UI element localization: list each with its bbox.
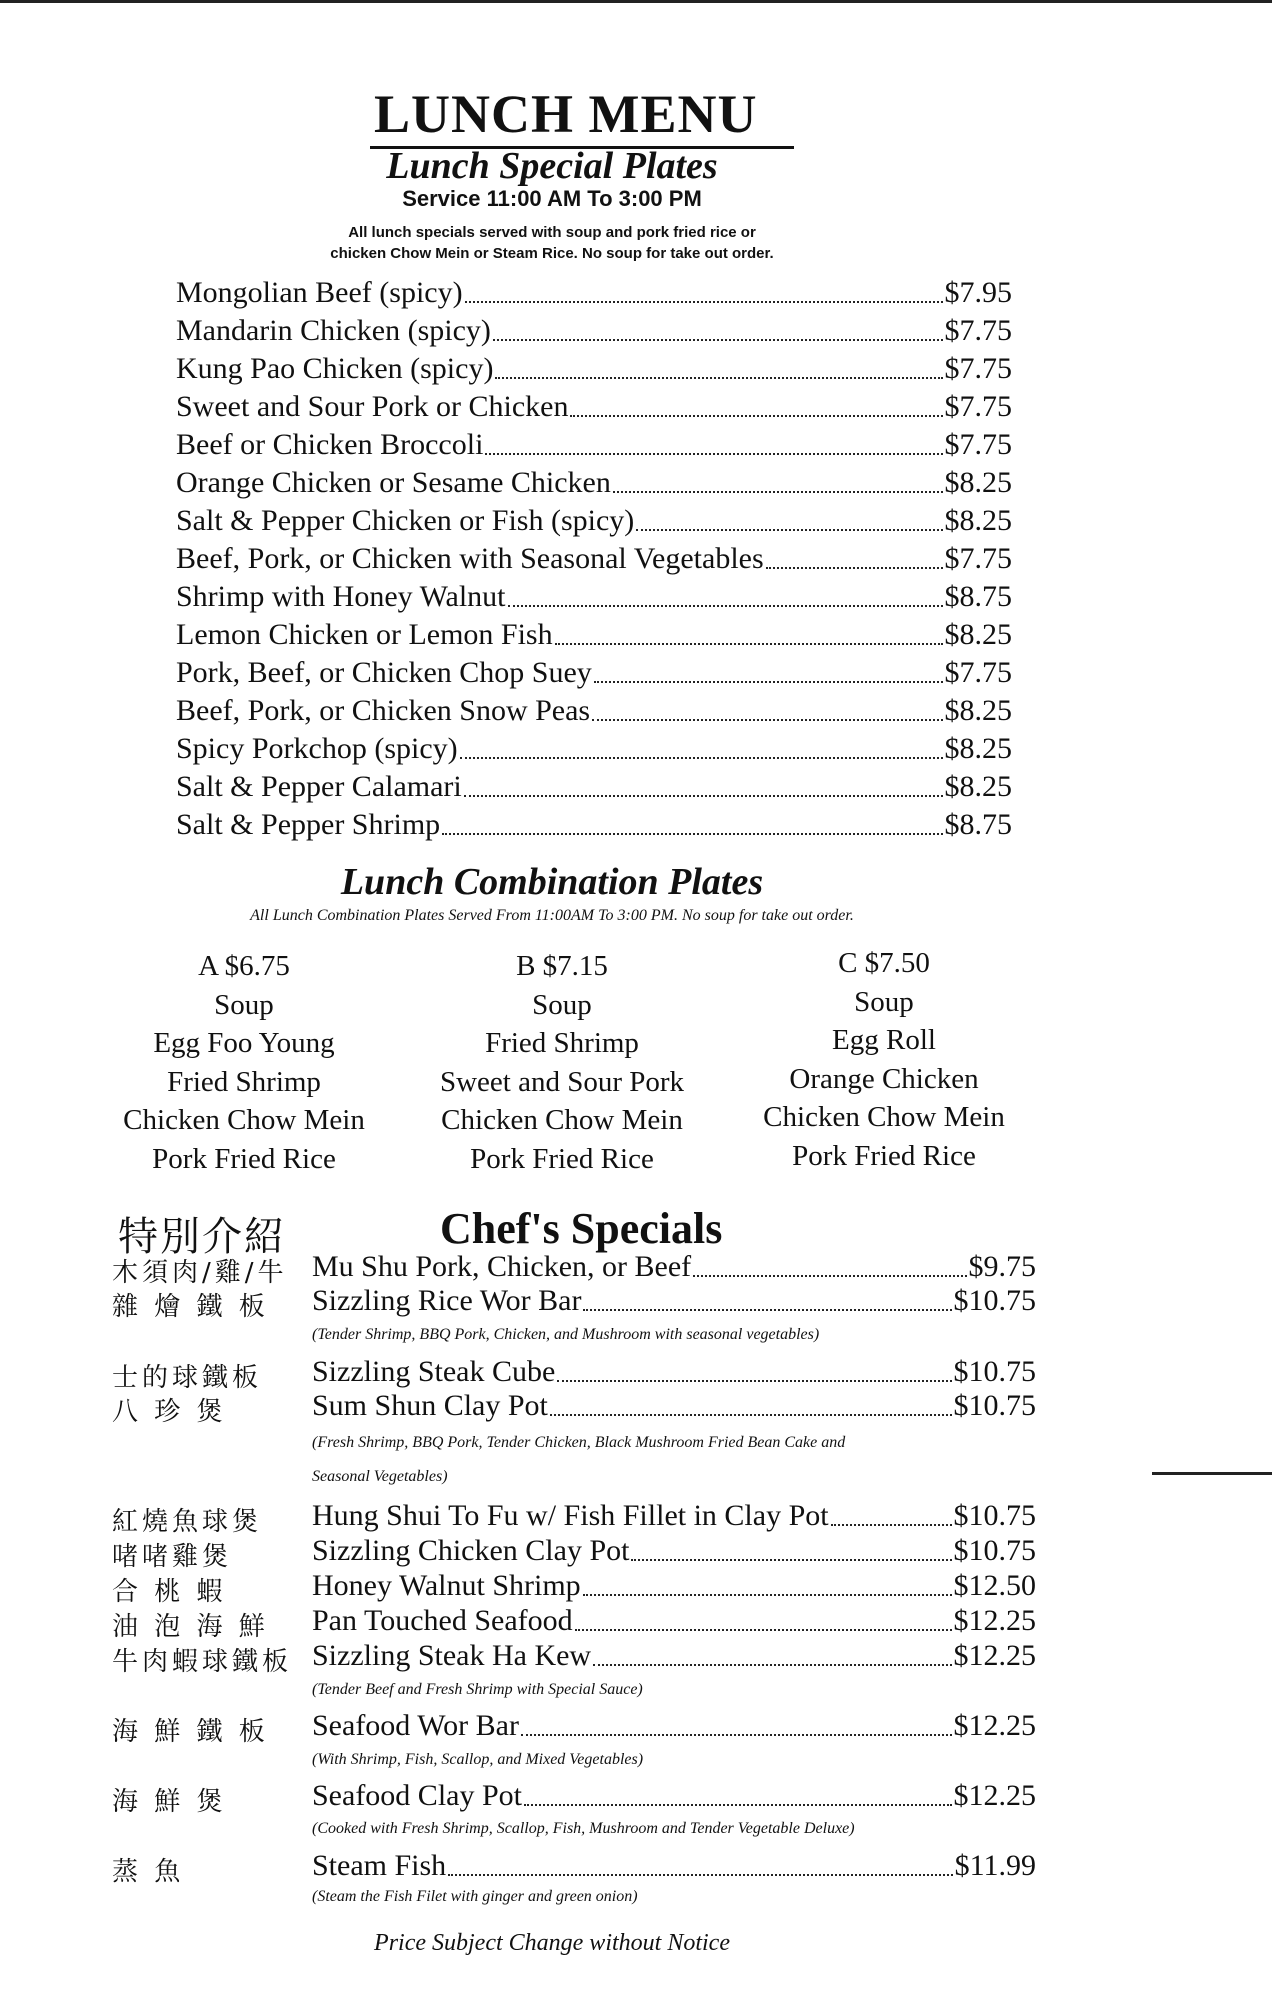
dot-leader — [575, 1629, 952, 1631]
menu-item-name: Salt & Pepper Calamari — [176, 770, 462, 803]
chef-item-price: $12.25 — [953, 1709, 1036, 1742]
specials-note-line2: chicken Chow Mein or Steam Rice. No soup for take out order. — [330, 245, 774, 262]
menu-item-price: $7.75 — [944, 352, 1012, 385]
menu-item-name: Sweet and Sour Pork or Chicken — [176, 390, 569, 423]
menu-item-name: Spicy Porkchop (spicy) — [176, 732, 458, 765]
chinese-item-name: 合 桃 蝦 — [112, 1577, 227, 1607]
menu-item-price: $8.25 — [944, 732, 1012, 765]
chef-item-price: $11.99 — [954, 1849, 1036, 1882]
chinese-item-name: 海 鮮 煲 — [112, 1787, 227, 1817]
chinese-item-name: 士的球鐵板 — [112, 1363, 263, 1393]
menu-item-name: Mandarin Chicken (spicy) — [176, 314, 491, 347]
chef-item — [312, 1354, 1036, 1390]
menu-item — [176, 541, 1012, 577]
combo-item: Egg Foo Young — [153, 1027, 335, 1059]
combination-note: All Lunch Combination Plates Served From 11:00AM To 3:00 PM. No soup for take out order. — [250, 907, 854, 924]
dot-leader — [485, 453, 942, 455]
menu-item-price: $7.75 — [944, 428, 1012, 461]
menu-item — [176, 731, 1012, 767]
chef-item — [312, 1848, 1036, 1884]
menu-item — [176, 275, 1012, 311]
chinese-item-name: 油 泡 海 鮮 — [112, 1612, 269, 1642]
combo-item: Pork Fried Rice — [470, 1142, 654, 1175]
dot-leader — [570, 415, 942, 417]
chef-item-name: Seafood Wor Bar — [312, 1709, 519, 1742]
dot-leader — [831, 1524, 952, 1526]
chef-item-name: Sizzling Steak Cube — [312, 1355, 556, 1388]
chef-item — [312, 1638, 1036, 1674]
dot-leader — [508, 605, 943, 607]
combo-item: Fried Shrimp — [167, 1065, 321, 1098]
combo-item: Sweet and Sour Pork — [439, 1065, 685, 1098]
menu-item — [176, 655, 1012, 691]
chef-item-price: $9.75 — [968, 1250, 1036, 1283]
menu-item-price: $8.25 — [944, 618, 1012, 651]
dot-leader — [448, 1874, 952, 1876]
chinese-item-name: 八 珍 煲 — [112, 1397, 227, 1427]
dot-leader — [594, 681, 943, 683]
chinese-item-name: 海 鮮 鐵 板 — [112, 1717, 269, 1747]
chef-item — [312, 1388, 1036, 1424]
menu-item-price: $7.75 — [944, 656, 1012, 689]
menu-item-name: Pork, Beef, or Chicken Chop Suey — [176, 656, 592, 689]
chef-item-price: $12.25 — [953, 1604, 1036, 1637]
dot-leader — [555, 643, 943, 645]
combo-plate-b — [412, 947, 712, 1178]
menu-item-name: Mongolian Beef (spicy) — [176, 276, 463, 309]
combo-plate-label: A $6.75 — [198, 950, 290, 982]
combo-item: Chicken Chow Mein — [441, 1104, 683, 1136]
dot-leader — [613, 491, 943, 493]
menu-item-name: Orange Chicken or Sesame Chicken — [176, 466, 611, 499]
menu-item-price: $7.75 — [944, 542, 1012, 575]
dot-leader — [693, 1275, 966, 1277]
chef-item-name: Seafood Clay Pot — [312, 1779, 522, 1812]
chef-item-name: Steam Fish — [312, 1849, 447, 1882]
dot-leader — [631, 1559, 951, 1561]
chef-item-name: Pan Touched Seafood — [312, 1604, 573, 1637]
menu-item-name: Lemon Chicken or Lemon Fish — [176, 618, 553, 651]
chinese-heading: 特別介紹 — [118, 1214, 286, 1260]
combo-item: Pork Fried Rice — [152, 1142, 336, 1175]
combo-plate-c — [734, 944, 1034, 1175]
dot-leader — [583, 1309, 951, 1311]
chinese-item-name: 雜 燴 鐵 板 — [112, 1292, 269, 1322]
menu-item-price: $7.75 — [944, 314, 1012, 347]
dot-leader — [464, 795, 943, 797]
chef-item-description: (Fresh Shrimp, BBQ Pork, Tender Chicken, Black Mushroom Fried Bean Cake and — [312, 1434, 846, 1451]
chef-item — [312, 1498, 1036, 1534]
chef-item-price: $10.75 — [953, 1499, 1036, 1532]
combo-item: Fried Shrimp — [485, 1027, 639, 1059]
chinese-item-name: 木須肉/雞/牛 — [112, 1258, 288, 1288]
menu-item-name: Salt & Pepper Chicken or Fish (spicy) — [176, 504, 635, 537]
menu-item — [176, 313, 1012, 349]
combo-plate-a — [94, 947, 394, 1178]
chef-item — [312, 1568, 1036, 1604]
chef-item — [312, 1708, 1036, 1744]
dot-leader — [495, 377, 942, 379]
dot-leader — [442, 833, 942, 835]
chinese-item-name: 牛肉蝦球鐵板 — [112, 1647, 293, 1677]
menu-item — [176, 351, 1012, 387]
chef-item-description: (With Shrimp, Fish, Scallop, and Mixed Vegetables) — [312, 1751, 644, 1768]
chef-item — [312, 1778, 1036, 1814]
chinese-item-name: 蒸 魚 — [112, 1857, 185, 1887]
chef-item — [312, 1533, 1036, 1569]
chef-item-name: Sum Shun Clay Pot — [312, 1389, 548, 1422]
combo-item: Soup — [214, 988, 274, 1021]
price-notice: Price Subject Change without Notice — [374, 1930, 730, 1956]
chef-item-price: $12.25 — [953, 1779, 1036, 1812]
dot-leader — [550, 1414, 952, 1416]
lunch-special-heading: Lunch Special Plates — [386, 145, 718, 187]
chef-item — [312, 1249, 1036, 1285]
combo-item: Pork Fried Rice — [792, 1139, 976, 1172]
dot-leader — [465, 301, 943, 303]
side-rule — [1152, 1472, 1272, 1475]
menu-item — [176, 617, 1012, 653]
dot-leader — [521, 1734, 952, 1736]
chef-item-price: $10.75 — [953, 1389, 1036, 1422]
combo-item: Chicken Chow Mein — [763, 1101, 1005, 1133]
combo-plate-label: C $7.50 — [838, 947, 930, 979]
service-hours: Service 11:00 AM To 3:00 PM — [402, 186, 702, 211]
chinese-item-name: 啫啫雞煲 — [112, 1542, 233, 1572]
chef-item-name: Sizzling Steak Ha Kew — [312, 1639, 592, 1672]
chef-item-description: (Cooked with Fresh Shrimp, Scallop, Fish, Mushroom and Tender Vegetable Deluxe) — [312, 1820, 855, 1837]
combo-item: Soup — [854, 985, 914, 1018]
chef-item-price: $10.75 — [953, 1355, 1036, 1388]
menu-item-price: $8.25 — [944, 504, 1012, 537]
menu-item-price: $7.95 — [944, 276, 1012, 309]
menu-item-price: $8.75 — [944, 580, 1012, 613]
dot-leader — [636, 529, 942, 531]
chef-item-description: (Tender Beef and Fresh Shrimp with Special Sauce) — [312, 1681, 643, 1698]
specials-note-line1: All lunch specials served with soup and pork fried rice or — [348, 224, 756, 241]
combo-item: Soup — [532, 988, 592, 1021]
combination-heading: Lunch Combination Plates — [340, 861, 764, 903]
chef-specials-heading: Chef's Specials — [440, 1204, 723, 1253]
combo-item: Chicken Chow Mein — [123, 1104, 365, 1136]
chef-item-name: Honey Walnut Shrimp — [312, 1569, 581, 1602]
menu-item-name: Salt & Pepper Shrimp — [176, 808, 441, 841]
menu-item — [176, 693, 1012, 729]
chef-item-price: $12.50 — [953, 1569, 1036, 1602]
menu-item — [176, 579, 1012, 615]
chef-item-price: $10.75 — [953, 1534, 1036, 1567]
dot-leader — [593, 1664, 951, 1666]
dot-leader — [592, 719, 942, 721]
chef-item-price: $12.25 — [953, 1639, 1036, 1672]
specials-note — [0, 222, 1104, 264]
menu-item-name: Beef, Pork, or Chicken Snow Peas — [176, 694, 591, 727]
combo-item: Orange Chicken — [789, 1062, 979, 1095]
chef-item-description: Seasonal Vegetables) — [312, 1468, 448, 1485]
chef-item-description: (Steam the Fish Filet with ginger and green onion) — [312, 1888, 638, 1905]
menu-item — [176, 807, 1012, 843]
combo-plate-label: B $7.15 — [516, 950, 608, 982]
dot-leader — [524, 1804, 952, 1806]
chef-item — [312, 1283, 1036, 1319]
menu-item — [176, 465, 1012, 501]
dot-leader — [460, 757, 943, 759]
chef-item-name: Mu Shu Pork, Chicken, or Beef — [312, 1250, 692, 1283]
menu-item-name: Kung Pao Chicken (spicy) — [176, 352, 494, 385]
menu-item-name: Beef, Pork, or Chicken with Seasonal Vegetables — [176, 542, 764, 575]
chef-item-name: Hung Shui To Fu w/ Fish Fillet in Clay Pot — [312, 1499, 829, 1532]
dot-leader — [583, 1594, 952, 1596]
menu-item-price: $7.75 — [944, 390, 1012, 423]
menu-item-price: $8.25 — [944, 466, 1012, 499]
dot-leader — [493, 339, 943, 341]
menu-item-price: $8.25 — [944, 694, 1012, 727]
chef-item-name: Sizzling Chicken Clay Pot — [312, 1534, 630, 1567]
menu-item-price: $8.75 — [944, 808, 1012, 841]
chinese-item-name: 紅燒魚球煲 — [112, 1507, 263, 1537]
menu-item-name: Shrimp with Honey Walnut — [176, 580, 506, 613]
menu-item-price: $8.25 — [944, 770, 1012, 803]
combo-item: Egg Roll — [832, 1024, 936, 1056]
dot-leader — [766, 567, 943, 569]
menu-item — [176, 427, 1012, 463]
dot-leader — [557, 1380, 951, 1382]
chef-item-name: Sizzling Rice Wor Bar — [312, 1284, 582, 1317]
page-title: LUNCH MENU — [370, 82, 794, 149]
chef-item — [312, 1603, 1036, 1639]
menu-item — [176, 769, 1012, 805]
chef-item-description: (Tender Shrimp, BBQ Pork, Chicken, and Mushroom with seasonal vegetables) — [312, 1326, 820, 1343]
menu-item-name: Beef or Chicken Broccoli — [176, 428, 484, 461]
menu-item — [176, 503, 1012, 539]
menu-item — [176, 389, 1012, 425]
top-rule — [0, 0, 1272, 3]
chef-item-price: $10.75 — [953, 1284, 1036, 1317]
